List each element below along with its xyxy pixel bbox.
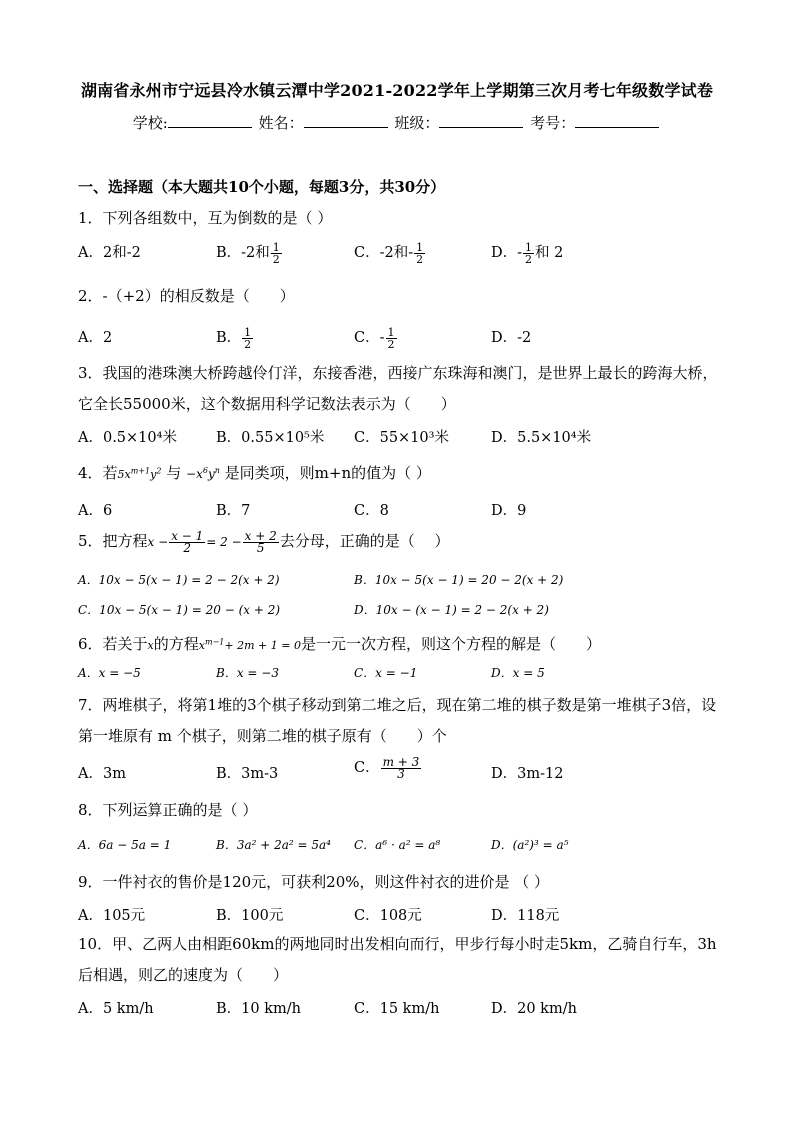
option-a[interactable]: A．0.5×10⁴米 (78, 430, 177, 446)
numerator: x − 1 (171, 528, 204, 543)
option-a[interactable]: A．6a − 5a = 1 (78, 838, 172, 852)
denominator: 2 (244, 337, 252, 351)
class-blank[interactable] (439, 112, 523, 128)
exam-no-label: 考号： (530, 114, 576, 132)
option-b[interactable]: B．7 (216, 503, 251, 519)
stem-prefix: 6．若关于 (78, 635, 148, 653)
fraction (414, 242, 425, 265)
option-d[interactable]: D．(a²)³ = a⁵ (491, 838, 569, 852)
fraction (271, 242, 282, 265)
option-c-text: C． (354, 760, 380, 776)
question-10-stem: 10．甲、乙两人由相距60km的两地同时出发相向而行，甲步行每小时走5km，乙骑自行车，3h后相遇，则乙的速度为（ ） (78, 935, 717, 984)
option-b[interactable]: B．10x − 5(x − 1) = 20 − 2(x + 2) (354, 573, 564, 587)
school-blank[interactable] (168, 112, 252, 128)
stem-prefix: 5．把方程 (78, 532, 148, 550)
option-b-text: B．-2和 (216, 245, 270, 261)
question-6-stem (78, 633, 601, 654)
option-d-text: D．- (491, 245, 523, 261)
question-6-options (78, 664, 726, 688)
question-4-stem (78, 462, 431, 483)
option-c[interactable] (354, 756, 422, 780)
term-2-y: y (207, 467, 215, 481)
term-1-exp-y: 2 (156, 466, 162, 476)
numerator: m + 3 (382, 754, 420, 769)
option-b[interactable]: B．0.55×10⁵米 (216, 430, 325, 446)
question-9-options (78, 904, 726, 928)
denominator: 5 (256, 540, 265, 555)
question-5-options-row-1 (78, 571, 726, 595)
term-2-exp-y: n (214, 466, 220, 475)
option-b[interactable]: B．100元 (216, 908, 284, 924)
student-info-line (0, 112, 794, 133)
option-c[interactable] (354, 241, 426, 265)
option-d[interactable]: D．9 (491, 503, 527, 519)
term-2-base: −x (186, 467, 203, 481)
equation-rest: + 2m + 1 = 0 (224, 639, 301, 652)
stem-middle: 的方程 (153, 635, 199, 653)
option-d[interactable]: D．10x − (x − 1) = 2 − 2(x + 2) (354, 603, 549, 617)
equation (199, 639, 301, 652)
option-b[interactable]: B．x = −3 (216, 666, 279, 680)
numerator: x + 2 (244, 528, 277, 543)
question-9-stem: 9．一件衬衣的售价是120元，可获利20%，则这件衬衣的进价是 （ ） (78, 873, 550, 891)
fraction (381, 754, 422, 781)
option-c-text: C．- (354, 330, 385, 346)
denominator: 2 (183, 540, 192, 555)
question-2-stem: 2．-（+2）的相反数是（ ） (78, 287, 295, 305)
stem-middle: 与 (166, 464, 182, 482)
option-c[interactable]: C．55×10³米 (354, 430, 449, 446)
fraction (169, 528, 205, 555)
numerator: 1 (272, 240, 280, 254)
stem-prefix: 4．若 (78, 464, 118, 482)
question-10-options (78, 997, 726, 1021)
option-b[interactable] (216, 326, 254, 350)
section-heading: 一、选择题（本大题共10个小题，每题3分，共30分） (78, 178, 446, 196)
fraction (523, 242, 534, 265)
question-8-stem: 8．下列运算正确的是（ ） (78, 801, 258, 819)
equation-exponent: m−1 (205, 637, 225, 647)
denominator: 3 (397, 766, 405, 781)
equation-base: x (198, 639, 205, 652)
option-a[interactable]: A．x = −5 (78, 666, 141, 680)
numerator: 1 (416, 240, 424, 254)
term-1-base: 5x (117, 468, 131, 481)
equation-part-1: x − (147, 535, 169, 549)
option-a[interactable]: A．2 (78, 330, 113, 346)
question-4-options (78, 499, 726, 523)
option-d-suffix: 和 2 (535, 245, 564, 261)
variable: x (147, 639, 154, 652)
option-c[interactable]: C．8 (354, 503, 389, 519)
term-1-y: y (150, 468, 157, 481)
option-a[interactable]: A．6 (78, 503, 113, 519)
term-2-exp-x: 6 (202, 466, 208, 475)
option-a[interactable]: A．3m (78, 766, 126, 782)
name-label: 姓名： (258, 114, 304, 132)
option-b[interactable]: B．10 km/h (216, 1001, 301, 1017)
option-d[interactable]: D．20 km/h (491, 1001, 577, 1017)
option-c[interactable]: C．x = −1 (354, 666, 418, 680)
option-c-text: C．-2和- (354, 245, 414, 261)
numerator: 1 (387, 325, 395, 339)
denominator: 2 (525, 252, 533, 266)
fraction (243, 528, 279, 555)
question-3-stem: 3．我国的港珠澳大桥跨越伶仃洋，东接香港，西接广东珠海和澳门，是世界上最长的跨海大桥，它全长55000米，这个数据用科学记数法表示为（ ） (78, 364, 718, 413)
exam-no-blank[interactable] (575, 112, 659, 128)
term-1 (118, 468, 162, 481)
name-blank[interactable] (304, 112, 388, 128)
question-1-stem: 1．下列各组数中，互为倒数的是（ ） (78, 209, 333, 227)
option-a[interactable]: A．2和-2 (78, 245, 141, 261)
class-label: 班级： (394, 114, 440, 132)
option-c[interactable]: C．108元 (354, 908, 422, 924)
option-b-text: B． (216, 330, 242, 346)
question-3-options (78, 426, 726, 450)
numerator: 1 (244, 325, 252, 339)
option-d[interactable]: D．-2 (491, 330, 532, 346)
term-1-exp-x: m+1 (130, 466, 151, 476)
question-8-options (78, 836, 726, 860)
denominator: 2 (416, 252, 424, 266)
option-c[interactable] (354, 326, 398, 350)
question-5-stem (78, 530, 450, 554)
option-c[interactable]: C．15 km/h (354, 1001, 440, 1017)
school-label: 学校: (132, 114, 168, 132)
option-d[interactable]: D．5.5×10⁴米 (491, 430, 592, 446)
fraction (386, 327, 397, 350)
option-b[interactable]: B．3m-3 (216, 766, 279, 782)
stem-suffix: 是同类项，则m+n的值为（ ） (224, 464, 431, 482)
option-d[interactable]: D．3m-12 (491, 766, 564, 782)
option-a[interactable]: A．105元 (78, 908, 146, 924)
question-2-options (78, 326, 726, 350)
stem-suffix: 是一元一次方程，则这个方程的解是（ ） (300, 635, 601, 653)
question-7-stem: 7．两堆棋子，将第1堆的3个棋子移动到第二堆之后，现在第二堆的棋子数是第一堆棋子3倍，设第一堆原有 m 个棋子，则第二堆的棋子原有（ ）个 (78, 696, 717, 745)
denominator: 2 (387, 337, 395, 351)
option-b[interactable]: B．3a² + 2a² = 5a⁴ (216, 838, 331, 852)
option-a[interactable]: A．10x − 5(x − 1) = 2 − 2(x + 2) (78, 573, 280, 587)
question-1-options (78, 241, 726, 265)
numerator: 1 (525, 240, 533, 254)
option-a[interactable]: A．5 km/h (78, 1001, 154, 1017)
option-b[interactable] (216, 241, 283, 265)
option-d[interactable]: D．x = 5 (491, 666, 545, 680)
option-c[interactable]: C．a⁶ · a² = a⁸ (354, 838, 441, 852)
option-d[interactable]: D．118元 (491, 908, 560, 924)
fraction (242, 327, 253, 350)
denominator: 2 (272, 252, 280, 266)
option-c[interactable]: C．10x − 5(x − 1) = 20 − (x + 2) (78, 603, 281, 617)
term-2 (186, 467, 220, 481)
stem-suffix: 去分母，正确的是（ ） (279, 532, 450, 550)
exam-title: 湖南省永州市宁远县冷水镇云潭中学2021-2022学年上学期第三次月考七年级数学试卷 (80, 81, 714, 100)
question-7-options (78, 754, 726, 786)
question-5-options-row-2 (78, 601, 726, 625)
equation-part-2: = 2 − (206, 535, 242, 549)
option-d[interactable] (491, 241, 563, 265)
